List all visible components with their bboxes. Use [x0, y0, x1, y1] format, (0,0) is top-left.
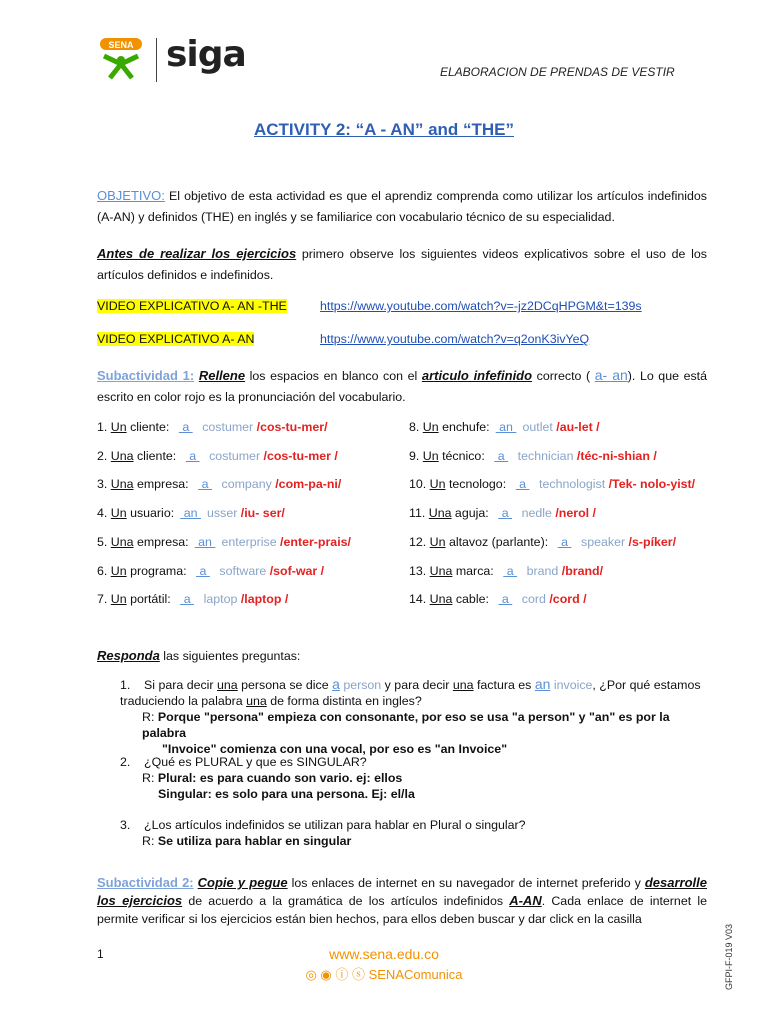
exercise-number: 8.: [409, 420, 423, 434]
page-number: 1: [97, 947, 104, 961]
exercise-article: Un: [110, 563, 127, 578]
exercise-word: cliente:: [126, 420, 173, 434]
exercise-item: [97, 564, 324, 578]
exercise-english: technician: [514, 448, 577, 463]
question-2: 2. ¿Qué es PLURAL y que es SINGULAR?: [120, 755, 367, 769]
respond-label: Responda: [97, 648, 160, 663]
exercise-article: Un: [422, 420, 439, 434]
exercise-answer: a: [557, 534, 572, 549]
exercise-answer: a: [494, 448, 509, 463]
video-link-2[interactable]: https://www.youtube.com/watch?v=q2onK3ivYeQ: [320, 332, 590, 346]
logo-divider: [156, 38, 157, 82]
exercise-english: enterprise: [218, 534, 281, 549]
video-label-1: VIDEO EXPLICATIVO A- AN -THE: [97, 299, 287, 313]
document-code: GFPI-F-019 V03: [724, 923, 734, 990]
exercise-english: brand: [523, 563, 562, 578]
exercise-pronunciation: /iu- ser/: [240, 506, 285, 521]
exercise-word: altavoz (parlante):: [445, 534, 552, 549]
exercise-word: enchufe:: [438, 420, 494, 434]
exercise-word: programa:: [126, 563, 190, 578]
exercise-answer: an: [194, 534, 216, 549]
exercise-item: [409, 477, 695, 491]
exercise-number: 13.: [409, 563, 430, 578]
video-link-1[interactable]: https://www.youtube.com/watch?v=-jz2DCqHPGM&t=139s: [320, 299, 642, 313]
exercise-answer: an: [180, 506, 201, 521]
exercise-item: [97, 420, 328, 434]
exercise-pronunciation: /com-pa-ni/: [275, 477, 342, 492]
exercise-answer: a: [178, 420, 193, 434]
exercise-article: Un: [110, 592, 127, 607]
exercise-item: [409, 420, 600, 434]
video-label-2: VIDEO EXPLICATIVO A- AN: [97, 332, 255, 346]
exercise-number: 6.: [97, 563, 111, 578]
sub2-verb: Copie y pegue: [197, 875, 288, 890]
exercise-answer: a: [515, 477, 530, 492]
exercise-article: Un: [429, 477, 446, 492]
exercise-word: empresa:: [133, 534, 193, 549]
exercise-word: cliente:: [133, 448, 180, 463]
respond-heading: Responda las siguientes preguntas:: [97, 648, 301, 663]
exercise-english: costumer: [198, 420, 257, 434]
sub1-aan: a- an: [594, 367, 628, 383]
exercise-english: technologist: [535, 477, 609, 492]
sub1-label: Subactividad 1:: [97, 368, 195, 383]
sub2-paragraph: Subactividad 2: Copie y pegue los enlaces de internet en su navegador de internet preferido y desarrolle los ejercicios de acuerdo a la gramática de los artículos indefinidos A-AN. Cada enlace de internet le permite verificar si los ejercicios están bien hechos, para ellos deben buscar y dar click en la casilla: [97, 875, 708, 926]
exercise-english: costumer: [205, 448, 264, 463]
exercise-pronunciation: /cos-tu-mer /: [263, 448, 338, 463]
exercise-pronunciation: /au-let /: [556, 420, 600, 434]
footer-social: ◎ ◉ ⓘ ⓢ SENAComunica: [305, 967, 463, 982]
siga-brand: siga: [166, 34, 246, 75]
exercise-article: Una: [429, 563, 453, 578]
exercise-item: [409, 535, 676, 549]
footer-url[interactable]: www.sena.edu.co: [329, 946, 439, 962]
exercise-english: software: [215, 563, 270, 578]
exercise-item: [409, 449, 657, 463]
exercise-answer: a: [196, 563, 210, 578]
exercise-english: speaker: [577, 534, 629, 549]
exercise-number: 2.: [97, 448, 111, 463]
exercise-article: Una: [110, 448, 134, 463]
sub2-label: Subactividad 2:: [97, 875, 194, 890]
exercise-item: [97, 477, 341, 491]
exercise-pronunciation: /Tek- nolo-yist/: [608, 477, 696, 492]
exercise-item: [409, 506, 596, 520]
objective-text: El objetivo de esta actividad es que el aprendiz comprenda como utilizar los artículos indefinidos (A-AN) y definidos (THE) en inglés y se familiarice con vocabulario técnico de su especialidad.: [97, 189, 707, 224]
question-3: 3. ¿Los artículos indefinidos se utilizan para hablar en Plural o singular?: [120, 818, 526, 832]
exercise-pronunciation: /nerol /: [555, 506, 596, 521]
sub1-term: articulo infefinido: [421, 368, 533, 383]
exercise-number: 14.: [409, 592, 430, 607]
exercise-number: 12.: [409, 534, 430, 549]
exercise-article: Un: [422, 448, 439, 463]
sena-logo: [96, 34, 146, 86]
exercise-article: Una: [428, 506, 452, 521]
exercise-word: usuario:: [126, 506, 178, 521]
exercise-number: 4.: [97, 506, 111, 521]
exercise-item: [97, 506, 285, 520]
exercise-article: Un: [429, 534, 446, 549]
answer-3: R: Se utiliza para hablar en singular: [142, 834, 352, 848]
objective-label: OBJETIVO:: [97, 188, 165, 203]
exercise-item: [97, 535, 351, 549]
answer-2: R: Plural: es para cuando son vario. ej: ellos Singular: es solo para una persona. Ej: el/la: [142, 771, 415, 801]
exercise-answer: a: [498, 592, 513, 607]
exercise-answer: a: [198, 477, 212, 492]
exercise-article: Un: [110, 506, 127, 521]
exercise-number: 1.: [97, 420, 111, 434]
exercise-item: [409, 564, 603, 578]
exercise-article: Una: [110, 477, 134, 492]
before-label: Antes de realizar los ejercicios: [97, 246, 297, 261]
exercise-article: Una: [110, 534, 134, 549]
exercise-answer: a: [498, 506, 513, 521]
exercise-number: 11.: [409, 506, 429, 521]
exercise-number: 7.: [97, 592, 111, 607]
page-title: ACTIVITY 2: “A - AN” and “THE”: [253, 120, 515, 139]
program-name: ELABORACION DE PRENDAS DE VESTIR: [440, 65, 675, 79]
exercise-number: 9.: [409, 448, 423, 463]
question-1: 1. Si para decir una persona se dice a person y para decir una factura es an invoice, ¿Por qué estamos traduciendo la palabra una de forma distinta en ingles?: [120, 676, 701, 708]
exercise-answer: a: [180, 592, 195, 607]
exercise-number: 10.: [409, 477, 430, 492]
exercise-english: nedle: [518, 506, 556, 521]
exercise-pronunciation: /cord /: [549, 592, 587, 607]
exercise-item: [97, 449, 338, 463]
exercise-answer: a: [185, 448, 200, 463]
exercise-english: laptop: [200, 592, 241, 607]
exercise-word: portátil:: [126, 592, 175, 607]
answer-1: R: Porque "persona" empieza con consonante, por eso se usa "a person" y "an" es por la palabra "Invoice" comienza con una vocal, por eso es "an Invoice": [142, 710, 670, 756]
exercise-number: 3.: [97, 477, 111, 492]
exercise-word: cable:: [452, 592, 493, 607]
exercise-english: cord: [518, 592, 550, 607]
exercise-article: Una: [429, 592, 453, 607]
exercise-pronunciation: /brand/: [561, 563, 604, 578]
sub1-verb: Rellene: [198, 368, 246, 383]
exercise-english: usser: [203, 506, 241, 521]
exercise-word: aguja:: [451, 506, 493, 521]
sub1-paragraph: Subactividad 1: Rellene los espacios en blanco con el articulo infefinido correcto ( a- an). Lo que está escrito en color rojo es la pronunciación del vocabulario.: [97, 367, 707, 404]
exercise-pronunciation: /sof-war /: [269, 563, 325, 578]
exercise-pronunciation: /s-píker/: [628, 534, 677, 549]
exercise-english: outlet: [519, 420, 557, 434]
objective-paragraph: [97, 185, 707, 228]
exercise-article: Un: [110, 420, 127, 434]
social-icons: ◎ ◉ ⓘ ⓢ: [305, 967, 369, 982]
exercise-answer: a: [503, 563, 518, 578]
instructions-paragraph: [97, 243, 707, 286]
exercise-word: tecnologo:: [445, 477, 510, 492]
exercise-pronunciation: /laptop /: [240, 592, 289, 607]
sena-logo-text: SENA: [108, 40, 134, 50]
exercise-word: técnico:: [438, 448, 489, 463]
exercise-number: 5.: [97, 534, 111, 549]
exercise-pronunciation: /cos-tu-mer/: [256, 420, 328, 434]
exercise-word: marca:: [452, 563, 498, 578]
exercise-pronunciation: /enter-prais/: [280, 534, 351, 549]
exercise-item: [409, 592, 587, 606]
exercise-word: empresa:: [133, 477, 193, 492]
exercise-answer: an: [495, 420, 517, 434]
exercise-item: [97, 592, 288, 606]
exercise-english: company: [218, 477, 276, 492]
exercise-pronunciation: /téc-ni-shian /: [576, 448, 657, 463]
before-text: primero observe los siguientes videos explicativos sobre el uso de los artículos definidos e indefinidos.: [97, 247, 707, 282]
